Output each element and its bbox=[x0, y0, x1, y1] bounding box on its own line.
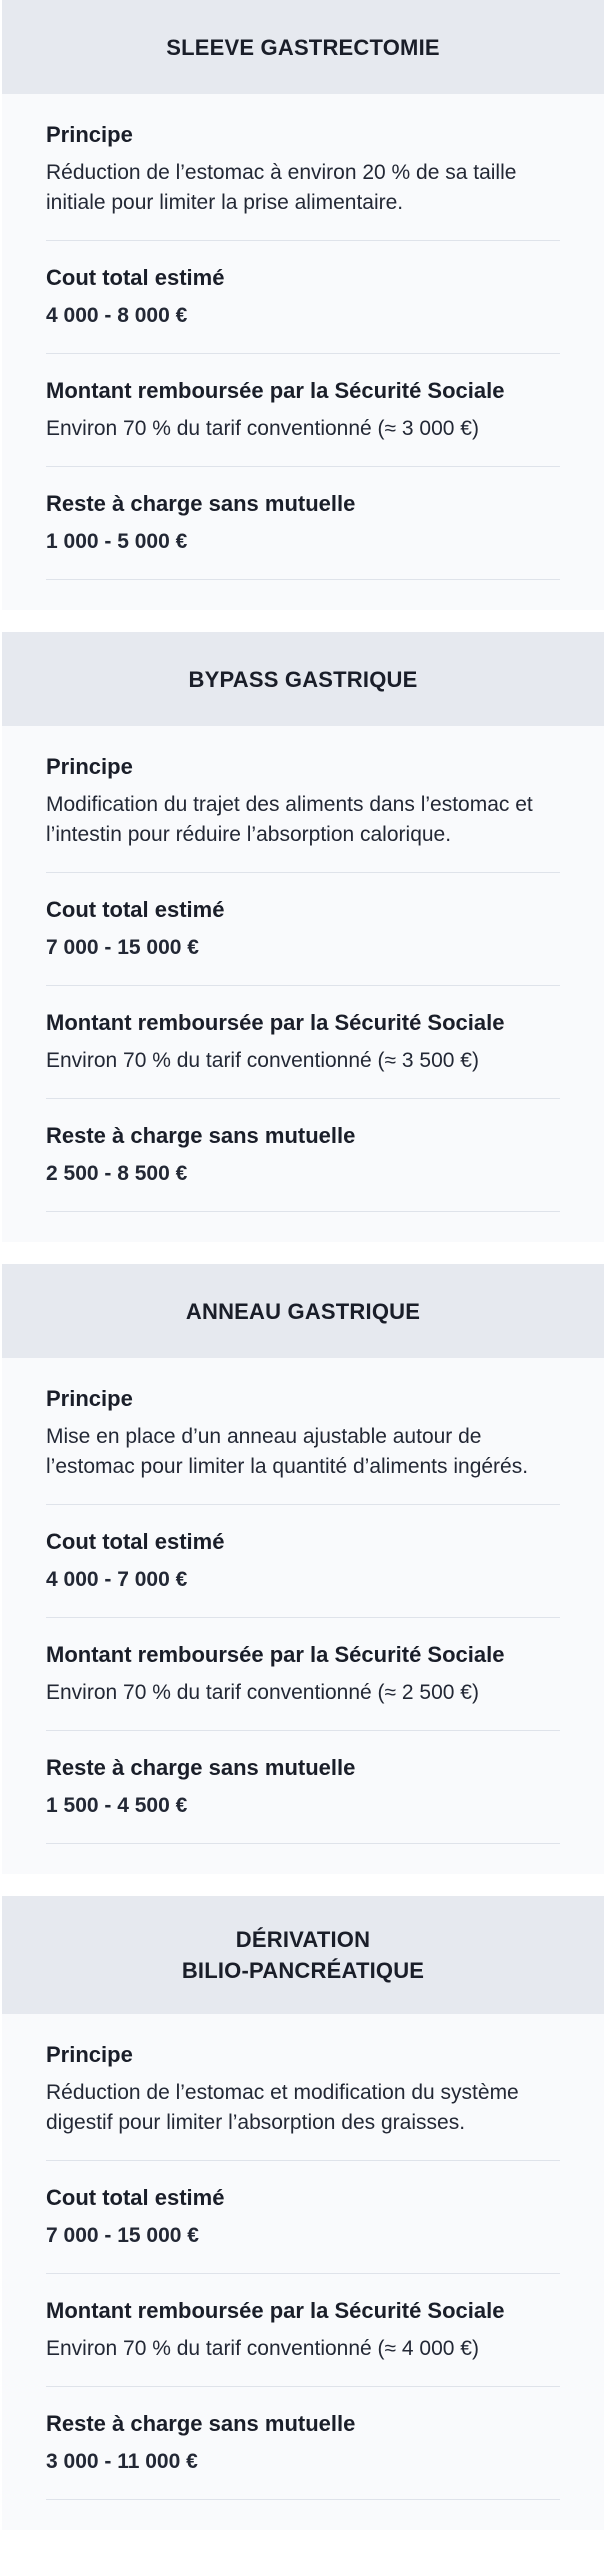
card-body bbox=[2, 1358, 604, 1874]
cost-label: Cout total estimé bbox=[46, 2185, 225, 2210]
card-title-line-2: BILIO-PANCRÉATIQUE bbox=[181, 1958, 425, 1983]
principle-text: Réduction de l’estomac à environ 20 % de sa taille initiale pour limiter la prise alimentaire. bbox=[46, 161, 517, 214]
reimbursement-value: Environ 70 % du tarif conventionné (≈ 3 500 €) bbox=[46, 1049, 479, 1072]
out-of-pocket-label: Reste à charge sans mutuelle bbox=[46, 2411, 356, 2436]
cost-value: 4 000 - 8 000 € bbox=[46, 304, 188, 327]
reimbursement-section bbox=[46, 354, 560, 467]
principle-label: Principe bbox=[46, 122, 133, 147]
reimbursement-label: Montant remboursée par la Sécurité Sociale bbox=[46, 1642, 505, 1667]
card-title-line-1: DÉRIVATION bbox=[235, 1927, 371, 1952]
cost-label: Cout total estimé bbox=[46, 897, 225, 922]
out-of-pocket-label: Reste à charge sans mutuelle bbox=[46, 1755, 356, 1780]
reimbursement-value: Environ 70 % du tarif conventionné (≈ 3 000 €) bbox=[46, 417, 479, 440]
surgery-card-ring bbox=[2, 1264, 604, 1874]
reimbursement-value: Environ 70 % du tarif conventionné (≈ 2 500 €) bbox=[46, 1681, 479, 1704]
card-header bbox=[2, 632, 604, 726]
surgery-card-bypass bbox=[2, 632, 604, 1242]
reimbursement-value: Environ 70 % du tarif conventionné (≈ 4 000 €) bbox=[46, 2337, 479, 2360]
principle-section bbox=[46, 1382, 560, 1505]
card-title: BYPASS GASTRIQUE bbox=[188, 666, 418, 692]
card-header bbox=[2, 1896, 604, 2014]
card-title: ANNEAU GASTRIQUE bbox=[185, 1298, 421, 1324]
card-title bbox=[182, 1924, 424, 1986]
reimbursement-label: Montant remboursée par la Sécurité Sociale bbox=[46, 378, 505, 403]
card-header bbox=[2, 0, 604, 94]
cost-section bbox=[46, 2161, 560, 2274]
principle-text: Modification du trajet des aliments dans l’estomac et l’intestin pour réduire l’absorption calorique. bbox=[46, 793, 533, 846]
cost-label: Cout total estimé bbox=[46, 1529, 225, 1554]
reimbursement-section bbox=[46, 986, 560, 1099]
surgery-card-sleeve bbox=[2, 0, 604, 610]
out-of-pocket-section bbox=[46, 2387, 560, 2500]
out-of-pocket-label: Reste à charge sans mutuelle bbox=[46, 491, 356, 516]
surgery-card-biliopancreatic bbox=[2, 1896, 604, 2530]
cost-section bbox=[46, 873, 560, 986]
card-body bbox=[2, 2014, 604, 2530]
card-body bbox=[2, 726, 604, 1242]
principle-section bbox=[46, 750, 560, 873]
out-of-pocket-value: 3 000 - 11 000 € bbox=[46, 2450, 198, 2473]
out-of-pocket-value: 2 500 - 8 500 € bbox=[46, 1162, 188, 1185]
card-title: SLEEVE GASTRECTOMIE bbox=[166, 34, 440, 60]
out-of-pocket-value: 1 000 - 5 000 € bbox=[46, 530, 188, 553]
out-of-pocket-section bbox=[46, 467, 560, 580]
reimbursement-section bbox=[46, 1618, 560, 1731]
principle-section bbox=[46, 118, 560, 241]
card-body bbox=[2, 94, 604, 610]
cost-label: Cout total estimé bbox=[46, 265, 225, 290]
card-header bbox=[2, 1264, 604, 1358]
principle-text: Mise en place d’un anneau ajustable autour de l’estomac pour limiter la quantité d’aliments ingérés. bbox=[46, 1425, 529, 1478]
cost-value: 7 000 - 15 000 € bbox=[46, 2224, 199, 2247]
out-of-pocket-label: Reste à charge sans mutuelle bbox=[46, 1123, 356, 1148]
principle-text: Réduction de l’estomac et modification du système digestif pour limiter l’absorption des graisses. bbox=[46, 2081, 519, 2134]
principle-label: Principe bbox=[46, 754, 133, 779]
principle-section bbox=[46, 2038, 560, 2161]
out-of-pocket-value: 1 500 - 4 500 € bbox=[46, 1794, 188, 1817]
principle-label: Principe bbox=[46, 1386, 133, 1411]
principle-label: Principe bbox=[46, 2042, 133, 2067]
reimbursement-label: Montant remboursée par la Sécurité Sociale bbox=[46, 1010, 505, 1035]
out-of-pocket-section bbox=[46, 1099, 560, 1212]
out-of-pocket-section bbox=[46, 1731, 560, 1844]
cost-section bbox=[46, 1505, 560, 1618]
reimbursement-label: Montant remboursée par la Sécurité Sociale bbox=[46, 2298, 505, 2323]
cost-section bbox=[46, 241, 560, 354]
cost-value: 7 000 - 15 000 € bbox=[46, 936, 199, 959]
reimbursement-section bbox=[46, 2274, 560, 2387]
cost-value: 4 000 - 7 000 € bbox=[46, 1568, 188, 1591]
